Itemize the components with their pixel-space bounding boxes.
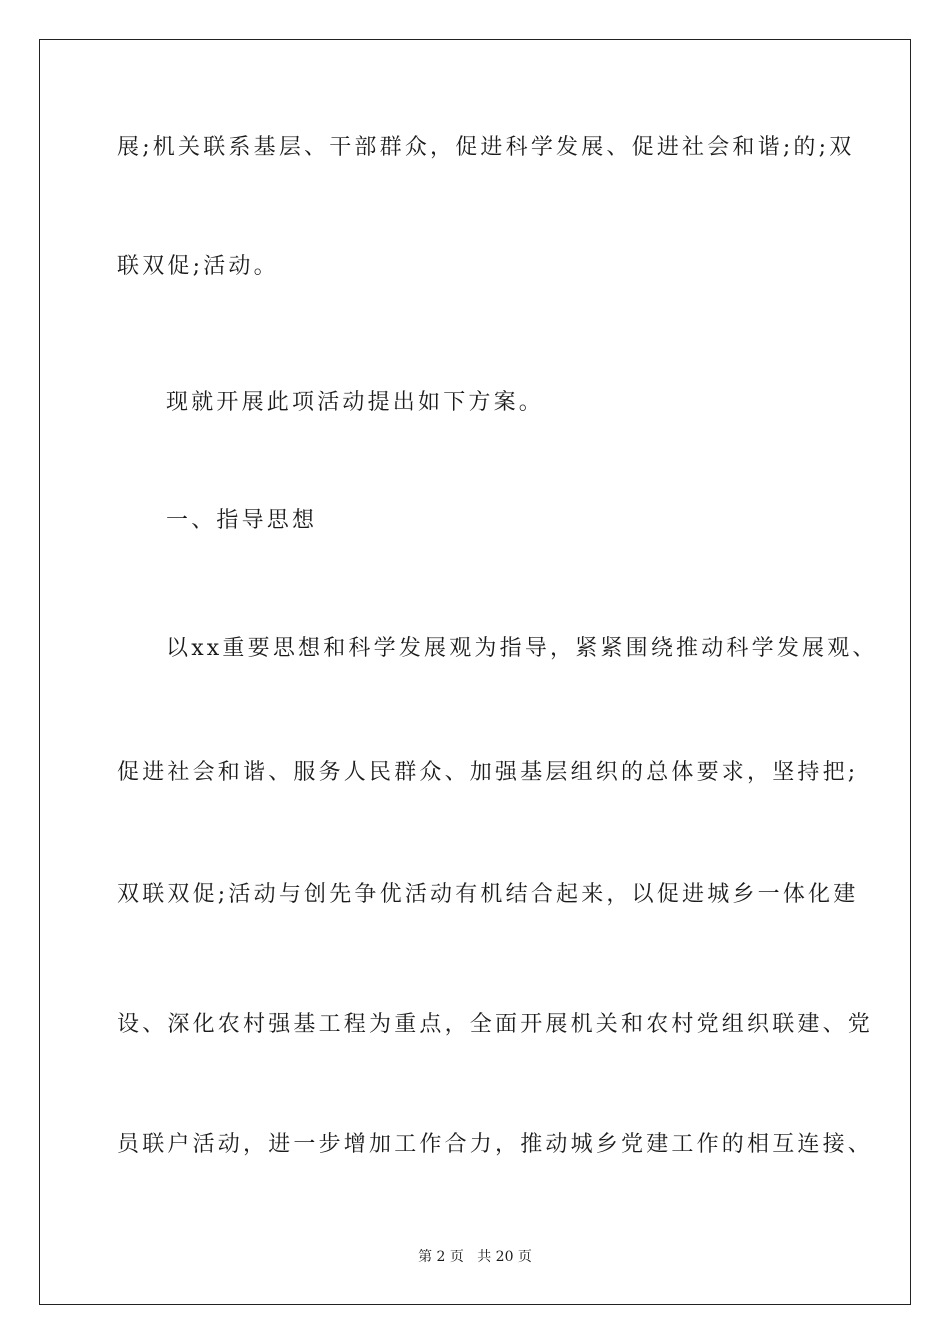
text-line-1: 展;机关联系基层、干部群众，促进科学发展、促进社会和谐;的;双 [117, 135, 855, 160]
text-line-2: 联双促;活动。 [117, 254, 279, 279]
paragraph-intro: 现就开展此项活动提出如下方案。 [166, 390, 545, 415]
text-line-5: 以xx重要思想和科学发展观为指导，紧紧围绕推动科学发展观、 [166, 636, 878, 661]
text-line-9: 员联户活动，进一步增加工作合力，推动城乡党建工作的相互连接、 [117, 1132, 874, 1157]
page-number-footer: 第 2 页 共 20 页 [418, 1249, 532, 1265]
page-border [39, 39, 911, 1305]
section-heading: 一、指导思想 [166, 508, 318, 533]
text-line-6: 促进社会和谐、服务人民群众、加强基层组织的总体要求，坚持把; [117, 760, 859, 785]
text-line-8: 设、深化农村强基工程为重点，全面开展机关和农村党组织联建、党 [117, 1012, 874, 1037]
text-line-7: 双联双促;活动与创先争优活动有机结合起来，以促进城乡一体化建 [117, 882, 859, 907]
